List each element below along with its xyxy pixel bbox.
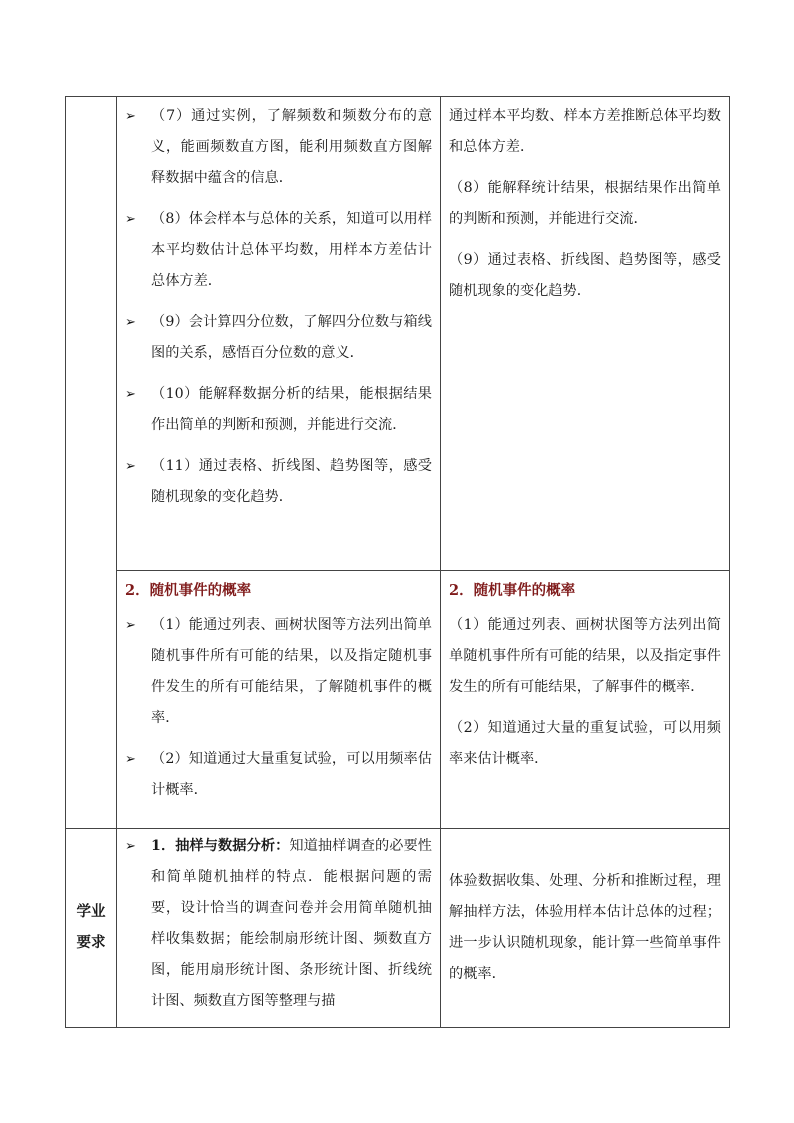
arrow-bullet-icon: ➢: [125, 212, 136, 227]
section-heading: 2．随机事件的概率: [125, 582, 252, 599]
arrow-bullet-icon: ➢: [125, 618, 136, 633]
list-item: ➢ （8）体会样本与总体的关系，知道可以用样本平均数估计总体平均数，用样本方差估计总体方差．: [125, 204, 432, 297]
section-heading: 2．随机事件的概率: [449, 582, 576, 599]
paragraph: 体验数据收集、处理、分析和推断过程，理解抽样方法，体验用样本估计总体的过程；进一步认识随机现象，能计算一些简单事件的概率．: [449, 873, 721, 982]
arrow-bullet-icon: ➢: [125, 459, 136, 474]
side-cell-empty: [66, 97, 117, 829]
paragraph: 通过样本平均数、样本方差推断总体平均数和总体方差．: [449, 108, 721, 155]
probability-cell-2022: [441, 571, 730, 829]
requirements-cell-left: [117, 829, 441, 1028]
arrow-bullet-icon: ➢: [125, 109, 136, 124]
list-item: ➢ （7）通过实例，了解频数和频数分布的意义，能画频数直方图，能利用频数直方图解释数据中蕴含的信息．: [125, 101, 432, 194]
list-item: ➢ （9）会计算四分位数，了解四分位数与箱线图的关系，感悟百分位数的意义．: [125, 307, 432, 369]
list-item: ➢ （11）通过表格、折线图、趋势图等，感受随机现象的变化趋势．: [125, 451, 432, 513]
paragraph: （8）能解释统计结果，根据结果作出简单的判断和预测，并能进行交流．: [449, 180, 721, 227]
list-item: ➢ （1）能通过列表、画树状图等方法列出简单随机事件所有可能的结果，以及指定随机事件发生的所有可能结果，了解随机事件的概率．: [125, 610, 432, 734]
arrow-bullet-icon: ➢: [125, 387, 136, 402]
standards-cell-2022: [441, 97, 730, 571]
table-row: [66, 571, 730, 829]
standards-table: [65, 96, 730, 1028]
list-item: ➢ 1．抽样与数据分析：知道抽样调查的必要性和简单随机抽样的特点．能根据问题的需要，设计恰当的调查问卷并会用简单随机抽样收集数据；能绘制扇形统计图、频数直方图，能用扇形统计图、条形统计图、折线统计图、频数直方图等整理与描: [125, 831, 432, 1017]
table-row: [66, 97, 730, 571]
list-item: ➢ （10）能解释数据分析的结果，能根据结果作出简单的判断和预测，并能进行交流．: [125, 379, 432, 441]
requirements-cell-right: [441, 829, 730, 1028]
probability-cell-2011: [117, 571, 441, 829]
list-item: ➢ （2）知道通过大量重复试验，可以用频率估计概率．: [125, 744, 432, 806]
table-row: [66, 829, 730, 1028]
item-heading: 1．抽样与数据分析：: [151, 838, 290, 854]
standards-cell-2011: [117, 97, 441, 571]
side-label-cell: [66, 829, 117, 1028]
paragraph: （1）能通过列表、画树状图等方法列出简单随机事件所有可能的结果，以及指定事件发生的所有可能结果，了解事件的概率．: [449, 617, 721, 695]
paragraph: （9）通过表格、折线图、趋势图等，感受随机现象的变化趋势．: [449, 252, 721, 299]
arrow-bullet-icon: ➢: [125, 315, 136, 330]
side-label: 学业 要求: [76, 904, 106, 951]
arrow-bullet-icon: ➢: [125, 752, 136, 767]
arrow-bullet-icon: ➢: [125, 839, 136, 854]
paragraph: （2）知道通过大量的重复试验，可以用频率来估计概率．: [449, 720, 721, 767]
